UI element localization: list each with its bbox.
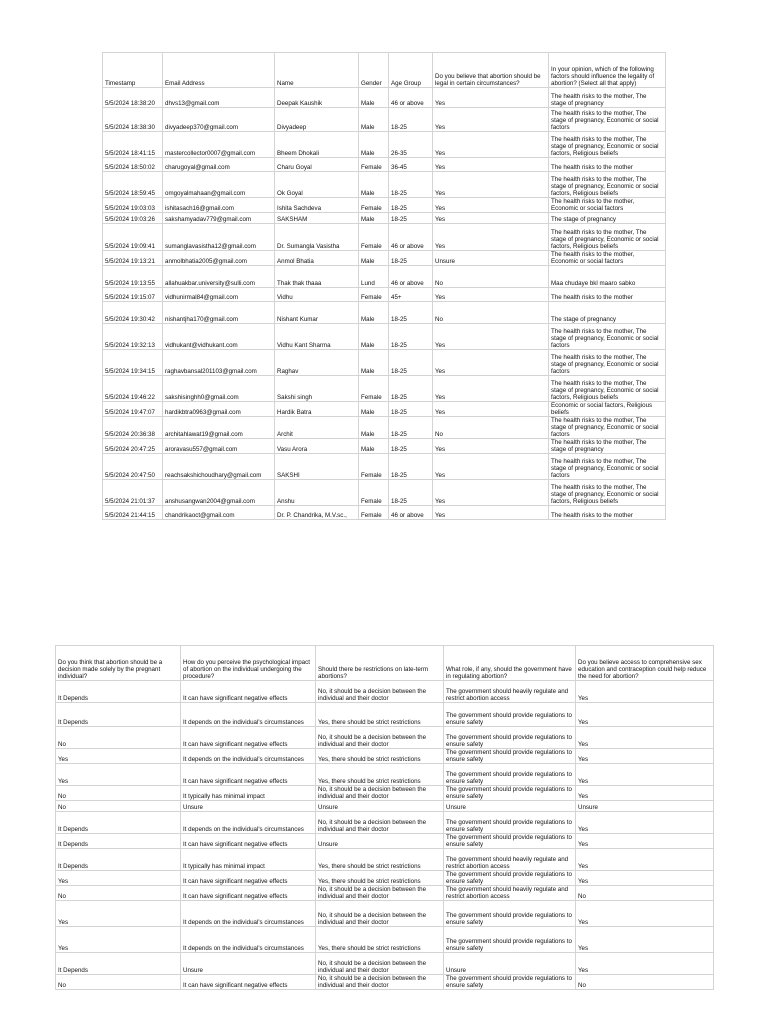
table-cell: 46 or above [389, 506, 433, 520]
table-cell: The government should provide regulations to ensure safety [444, 749, 576, 764]
table-cell: No, it should be a decision between the individual and their doctor [316, 681, 444, 703]
table-cell: It Depends [56, 681, 181, 703]
table-cell: 5/5/2024 21:01:37 [103, 480, 163, 506]
table-cell: Ishita Sachdeva [275, 198, 359, 213]
table-body [56, 681, 714, 990]
table-cell: Yes [433, 480, 549, 506]
table-cell: 18-25 [389, 454, 433, 480]
table-cell: The government should provide regulations to ensure safety [444, 786, 576, 801]
table-cell: The government should provide regulations to ensure safety [444, 834, 576, 849]
table-cell: 5/5/2024 19:30:42 [103, 302, 163, 324]
table-row [56, 801, 714, 812]
table-cell: It Depends [56, 953, 181, 975]
table-cell: The health risks to the mother, The stage of pregnancy, Economic or social factors, Religious beliefs [549, 480, 666, 506]
table-cell: 5/5/2024 18:50:02 [103, 158, 163, 172]
table-row [103, 350, 666, 376]
table-cell: Yes [433, 213, 549, 224]
table-cell: nishantjha170@gmail.com [163, 302, 275, 324]
table-cell: No [433, 302, 549, 324]
table-cell: The health risks to the mother, The stage of pregnancy, Economic or social factors, Religious beliefs [549, 376, 666, 402]
table-cell: Yes [576, 953, 714, 975]
table-cell: The health risks to the mother, The stage of pregnancy, Economic or social factors [549, 454, 666, 480]
table-cell: mastercollector0007@gmail.com [163, 132, 275, 158]
table-cell: Male [359, 108, 389, 132]
table-cell: Yes, there should be strict restrictions [316, 703, 444, 727]
table-cell: Unsure [444, 801, 576, 812]
column-header: Name [275, 53, 359, 88]
column-header: Email Address [163, 53, 275, 88]
table-cell: Yes, there should be strict restrictions [316, 871, 444, 886]
table-cell: dhvs13@gmail.com [163, 88, 275, 108]
table-cell: No, it should be a decision between the individual and their doctor [316, 727, 444, 749]
table-cell: 5/5/2024 18:38:20 [103, 88, 163, 108]
table-row [56, 786, 714, 801]
table-cell: sumanglavasistha12@gmail.com [163, 224, 275, 251]
table-row [103, 288, 666, 302]
table-row [56, 871, 714, 886]
table-row [103, 439, 666, 454]
table-cell: Dr. P. Chandrika, M.V.sc., [275, 506, 359, 520]
table-cell: Yes [433, 439, 549, 454]
table-cell: 18-25 [389, 302, 433, 324]
table-cell: 5/5/2024 18:38:30 [103, 108, 163, 132]
table-cell: No, it should be a decision between the individual and their doctor [316, 975, 444, 990]
table-cell: Female [359, 158, 389, 172]
table-cell: It can have significant negative effects [181, 681, 316, 703]
table-cell: Sakshi singh [275, 376, 359, 402]
table-cell: 18-25 [389, 402, 433, 417]
table-row [56, 703, 714, 727]
table-cell: No, it should be a decision between the individual and their doctor [316, 886, 444, 901]
table-cell: It depends on the individual's circumstances [181, 749, 316, 764]
table-cell: 5/5/2024 19:34:15 [103, 350, 163, 376]
table-cell: anmolbhatia2005@gmail.com [163, 251, 275, 266]
table-cell: The government should provide regulations to ensure safety [444, 901, 576, 927]
table-cell: Yes [56, 764, 181, 786]
table-cell: The government should provide regulations to ensure safety [444, 764, 576, 786]
table-cell: It can have significant negative effects [181, 871, 316, 886]
table-cell: 18-25 [389, 324, 433, 350]
header-row [103, 53, 666, 88]
table-cell: Archit [275, 417, 359, 439]
table-cell: Female [359, 506, 389, 520]
column-header: Do you believe access to comprehensive sex education and contraception could help reduce the need for abortion? [576, 646, 714, 681]
table-cell: Yes [433, 132, 549, 158]
table-cell: The government should provide regulations to ensure safety [444, 812, 576, 834]
header-row [56, 646, 714, 681]
table-cell: allahuakbar.university@sulli.com [163, 266, 275, 288]
table-cell: Unsure [316, 801, 444, 812]
table-cell: Nishant Kumar [275, 302, 359, 324]
table-cell: Female [359, 198, 389, 213]
table-cell: Ok Goyal [275, 172, 359, 198]
table-row [103, 454, 666, 480]
table-cell: Yes [576, 927, 714, 953]
table-cell: 5/5/2024 19:13:55 [103, 266, 163, 288]
table-cell: The health risks to the mother [549, 288, 666, 302]
table-cell: Male [359, 172, 389, 198]
table-cell: It depends on the individual's circumstances [181, 901, 316, 927]
table-row [103, 402, 666, 417]
table-cell: Male [359, 132, 389, 158]
table-cell: Dr. Sumangla Vasistha [275, 224, 359, 251]
table-cell: Yes [576, 849, 714, 871]
table-cell: Female [359, 376, 389, 402]
table-cell: charugoyal@gmail.com [163, 158, 275, 172]
table-cell: Yes [576, 727, 714, 749]
table-cell: Yes [576, 834, 714, 849]
responses-table-part-1 [102, 52, 666, 520]
table-cell: The health risks to the mother, The stage of pregnancy [549, 88, 666, 108]
table-cell: The health risks to the mother [549, 506, 666, 520]
table-cell: 18-25 [389, 417, 433, 439]
table-cell: Yes [56, 927, 181, 953]
table-row [103, 324, 666, 350]
table-cell: Yes [433, 350, 549, 376]
table-cell: 18-25 [389, 251, 433, 266]
table-cell: Unsure [316, 834, 444, 849]
table-cell: Female [359, 480, 389, 506]
table-cell: 5/5/2024 19:09:41 [103, 224, 163, 251]
table-cell: 5/5/2024 21:44:15 [103, 506, 163, 520]
table-cell: The health risks to the mother, The stage of pregnancy, Economic or social factors [549, 108, 666, 132]
column-header: Should there be restrictions on late-term abortions? [316, 646, 444, 681]
table-cell: Yes [433, 224, 549, 251]
table-cell: Yes, there should be strict restrictions [316, 927, 444, 953]
table-cell: No [433, 417, 549, 439]
table-cell: It can have significant negative effects [181, 886, 316, 901]
table-cell: Male [359, 417, 389, 439]
table-row [103, 506, 666, 520]
table-cell: It can have significant negative effects [181, 834, 316, 849]
table-cell: 5/5/2024 19:32:13 [103, 324, 163, 350]
table-cell: No, it should be a decision between the individual and their doctor [316, 901, 444, 927]
table-cell: No [56, 727, 181, 749]
table-row [103, 158, 666, 172]
table-row [103, 266, 666, 288]
table-cell: aroravasu557@gmail.com [163, 439, 275, 454]
table-row [56, 812, 714, 834]
table-cell: No [56, 801, 181, 812]
table-cell: Hardik Batra [275, 402, 359, 417]
table-cell: No, it should be a decision between the individual and their doctor [316, 786, 444, 801]
table-cell: Female [359, 454, 389, 480]
table-cell: architahlawat19@gmail.com [163, 417, 275, 439]
table-cell: Male [359, 302, 389, 324]
table-cell: The government should provide regulations to ensure safety [444, 871, 576, 886]
table-cell: Yes [576, 901, 714, 927]
table-cell: sakshisinghh0@gmail.com [163, 376, 275, 402]
table-cell: The government should provide regulations to ensure safety [444, 727, 576, 749]
table-cell: 5/5/2024 20:36:38 [103, 417, 163, 439]
table-cell: It can have significant negative effects [181, 764, 316, 786]
table-cell: No [576, 886, 714, 901]
table-cell: 45+ [389, 288, 433, 302]
table-cell: anshusangwan2004@gmail.com [163, 480, 275, 506]
table-cell: 18-25 [389, 439, 433, 454]
table-cell: Yes [56, 871, 181, 886]
table-cell: The health risks to the mother, The stage of pregnancy, Economic or social factors, Religious beliefs [549, 172, 666, 198]
table-cell: No [576, 975, 714, 990]
table-cell: Yes [576, 764, 714, 786]
table-cell: 5/5/2024 18:59:45 [103, 172, 163, 198]
table-cell: The health risks to the mother, Economic or social factors [549, 198, 666, 213]
table-cell: It typically has minimal impact [181, 786, 316, 801]
table-cell: Male [359, 324, 389, 350]
table-cell: 5/5/2024 18:41:15 [103, 132, 163, 158]
table-cell: 18-25 [389, 108, 433, 132]
table-cell: No, it should be a decision between the individual and their doctor [316, 953, 444, 975]
table-row [56, 727, 714, 749]
table-row [56, 975, 714, 990]
table-cell: 18-25 [389, 350, 433, 376]
table-row [103, 108, 666, 132]
table-cell: vidhunirmal84@gmail.com [163, 288, 275, 302]
table-cell: omgoyalmahaan@gmail.com [163, 172, 275, 198]
table-cell: 5/5/2024 19:03:03 [103, 198, 163, 213]
table-cell: sakshamyadav779@gmail.com [163, 213, 275, 224]
table-row [56, 849, 714, 871]
table-cell: Charu Goyal [275, 158, 359, 172]
table-cell: Unsure [576, 801, 714, 812]
table-cell: No [56, 786, 181, 801]
table-cell: Yes [433, 88, 549, 108]
table-row [56, 901, 714, 927]
table-cell: 46 or above [389, 224, 433, 251]
table-cell: Yes [433, 288, 549, 302]
table-cell: Maa chudaye bkl maaro sabko [549, 266, 666, 288]
table-cell: Yes [576, 812, 714, 834]
table-cell: Yes [576, 871, 714, 886]
table-cell: Yes [56, 901, 181, 927]
table-row [56, 886, 714, 901]
table-cell: 5/5/2024 19:47:07 [103, 402, 163, 417]
table-row [56, 927, 714, 953]
table-cell: Yes [433, 108, 549, 132]
table-cell: vidhukant@vidhukant.com [163, 324, 275, 350]
table-cell: 5/5/2024 19:15:07 [103, 288, 163, 302]
table-row [103, 480, 666, 506]
table-cell: Yes, there should be strict restrictions [316, 849, 444, 871]
table-cell: Deepak Kaushik [275, 88, 359, 108]
table-cell: Male [359, 350, 389, 376]
table-cell: Vasu Arora [275, 439, 359, 454]
table-body [103, 88, 666, 520]
table-row [103, 417, 666, 439]
table-cell: The government should heavily regulate and restrict abortion access [444, 849, 576, 871]
table-cell: Yes, there should be strict restrictions [316, 749, 444, 764]
table-cell: Male [359, 88, 389, 108]
table-cell: The government should heavily regulate and restrict abortion access [444, 886, 576, 901]
table-row [56, 681, 714, 703]
table-cell: Yes [433, 402, 549, 417]
table-row [56, 749, 714, 764]
table-cell: The government should heavily regulate and restrict abortion access [444, 681, 576, 703]
table-cell: Male [359, 439, 389, 454]
column-header: How do you perceive the psychological impact of abortion on the individual undergoing the procedure? [181, 646, 316, 681]
table-cell: Yes [576, 786, 714, 801]
table-row [56, 834, 714, 849]
table-cell: No, it should be a decision between the individual and their doctor [316, 812, 444, 834]
table-cell: Yes [576, 703, 714, 727]
table-cell: No [433, 266, 549, 288]
table-cell: It depends on the individual's circumstances [181, 812, 316, 834]
column-header: In your opinion, which of the following factors should influence the legality of abortion? (Select all that apply) [549, 53, 666, 88]
table-cell: The stage of pregnancy [549, 213, 666, 224]
table-cell: Anshu [275, 480, 359, 506]
table-row [103, 88, 666, 108]
table-cell: Unsure [181, 801, 316, 812]
table-cell: Female [359, 224, 389, 251]
table-row [103, 132, 666, 158]
table-cell: Yes [576, 681, 714, 703]
table-cell: 18-25 [389, 213, 433, 224]
table-cell: It depends on the individual's circumstances [181, 927, 316, 953]
table-cell: The health risks to the mother, The stage of pregnancy, Economic or social factors, Religious beliefs [549, 224, 666, 251]
table-cell: 18-25 [389, 172, 433, 198]
table-cell: Vidhu [275, 288, 359, 302]
table-cell: chandrikaoct@gmail.com [163, 506, 275, 520]
table-row [103, 376, 666, 402]
table-cell: Vidhu Kant Sharma [275, 324, 359, 350]
column-header: Timestamp [103, 53, 163, 88]
responses-table-part-2 [55, 645, 714, 990]
table-cell: No [56, 975, 181, 990]
table-cell: Thak thak thaaa [275, 266, 359, 288]
table-cell: Raghav [275, 350, 359, 376]
column-header: Gender [359, 53, 389, 88]
table-cell: It can have significant negative effects [181, 975, 316, 990]
table-cell: It Depends [56, 849, 181, 871]
table-cell: Anmol Bhatia [275, 251, 359, 266]
table-cell: Yes [433, 324, 549, 350]
table-cell: 5/5/2024 19:46:22 [103, 376, 163, 402]
column-header: Do you think that abortion should be a decision made solely by the pregnant individual? [56, 646, 181, 681]
table-cell: SAKSHI [275, 454, 359, 480]
table-cell: Female [359, 288, 389, 302]
table-cell: It typically has minimal impact [181, 849, 316, 871]
table-cell: It Depends [56, 834, 181, 849]
column-header: What role, if any, should the government have in regulating abortion? [444, 646, 576, 681]
table-cell: The health risks to the mother, The stage of pregnancy, Economic or social factors [549, 324, 666, 350]
table-cell: 5/5/2024 19:13:21 [103, 251, 163, 266]
table-cell: 46 or above [389, 266, 433, 288]
table-row [103, 172, 666, 198]
table-cell: The government should provide regulations to ensure safety [444, 975, 576, 990]
table-cell: Yes [576, 749, 714, 764]
table-cell: 46 or above [389, 88, 433, 108]
table-cell: It can have significant negative effects [181, 727, 316, 749]
table-cell: Male [359, 213, 389, 224]
table-cell: Yes [433, 172, 549, 198]
table-cell: Male [359, 251, 389, 266]
table-cell: Yes [433, 198, 549, 213]
table-row [56, 953, 714, 975]
table-cell: Unsure [444, 953, 576, 975]
table-cell: The health risks to the mother, Economic or social factors [549, 251, 666, 266]
table-cell: Male [359, 402, 389, 417]
table-cell: Yes, there should be strict restrictions [316, 764, 444, 786]
table-row [103, 224, 666, 251]
table-cell: 26-35 [389, 132, 433, 158]
column-header: Do you believe that abortion should be legal in certain circumstances? [433, 53, 549, 88]
table-cell: 18-25 [389, 376, 433, 402]
table-cell: 36-45 [389, 158, 433, 172]
table-row [103, 213, 666, 224]
table-cell: Economic or social factors, Religious beliefs [549, 402, 666, 417]
table-row [103, 302, 666, 324]
table-row [56, 764, 714, 786]
table-cell: 5/5/2024 20:47:25 [103, 439, 163, 454]
table-cell: Yes [433, 454, 549, 480]
table-cell: hardikbtra0963@gmail.com [163, 402, 275, 417]
table-cell: ishitasach16@gmail.com [163, 198, 275, 213]
table-cell: The health risks to the mother, The stage of pregnancy, Economic or social factors [549, 417, 666, 439]
table-cell: Bheem Dhokali [275, 132, 359, 158]
table-cell: The health risks to the mother [549, 158, 666, 172]
table-cell: raghavbansal201103@gmail.com [163, 350, 275, 376]
table-cell: The government should provide regulations to ensure safety [444, 703, 576, 727]
table-cell: Yes [433, 376, 549, 402]
table-row [103, 251, 666, 266]
table-cell: No [56, 886, 181, 901]
table-cell: The health risks to the mother, The stage of pregnancy, Economic or social factors [549, 350, 666, 376]
table-cell: Yes [56, 749, 181, 764]
table-cell: Unsure [181, 953, 316, 975]
table-cell: The health risks to the mother, The stage of pregnancy, Economic or social factors, Religious beliefs [549, 132, 666, 158]
table-cell: 5/5/2024 20:47:50 [103, 454, 163, 480]
table-cell: SAKSHAM [275, 213, 359, 224]
table-cell: divyadeep370@gmail.com [163, 108, 275, 132]
table-cell: Divyadeep [275, 108, 359, 132]
column-header: Age Group [389, 53, 433, 88]
table-cell: 18-25 [389, 198, 433, 213]
table-row [103, 198, 666, 213]
table-cell: The government should provide regulations to ensure safety [444, 927, 576, 953]
table-cell: Unsure [433, 251, 549, 266]
table-cell: Yes [433, 506, 549, 520]
table-cell: It Depends [56, 812, 181, 834]
table-cell: 5/5/2024 19:03:26 [103, 213, 163, 224]
table-cell: The stage of pregnancy [549, 302, 666, 324]
table-cell: 18-25 [389, 480, 433, 506]
table-cell: Lund [359, 266, 389, 288]
table-cell: reachsakshichoudhary@gmail.com [163, 454, 275, 480]
table-cell: The health risks to the mother, The stage of pregnancy [549, 439, 666, 454]
table-cell: It depends on the individual's circumstances [181, 703, 316, 727]
table-cell: It Depends [56, 703, 181, 727]
table-cell: Yes [433, 158, 549, 172]
